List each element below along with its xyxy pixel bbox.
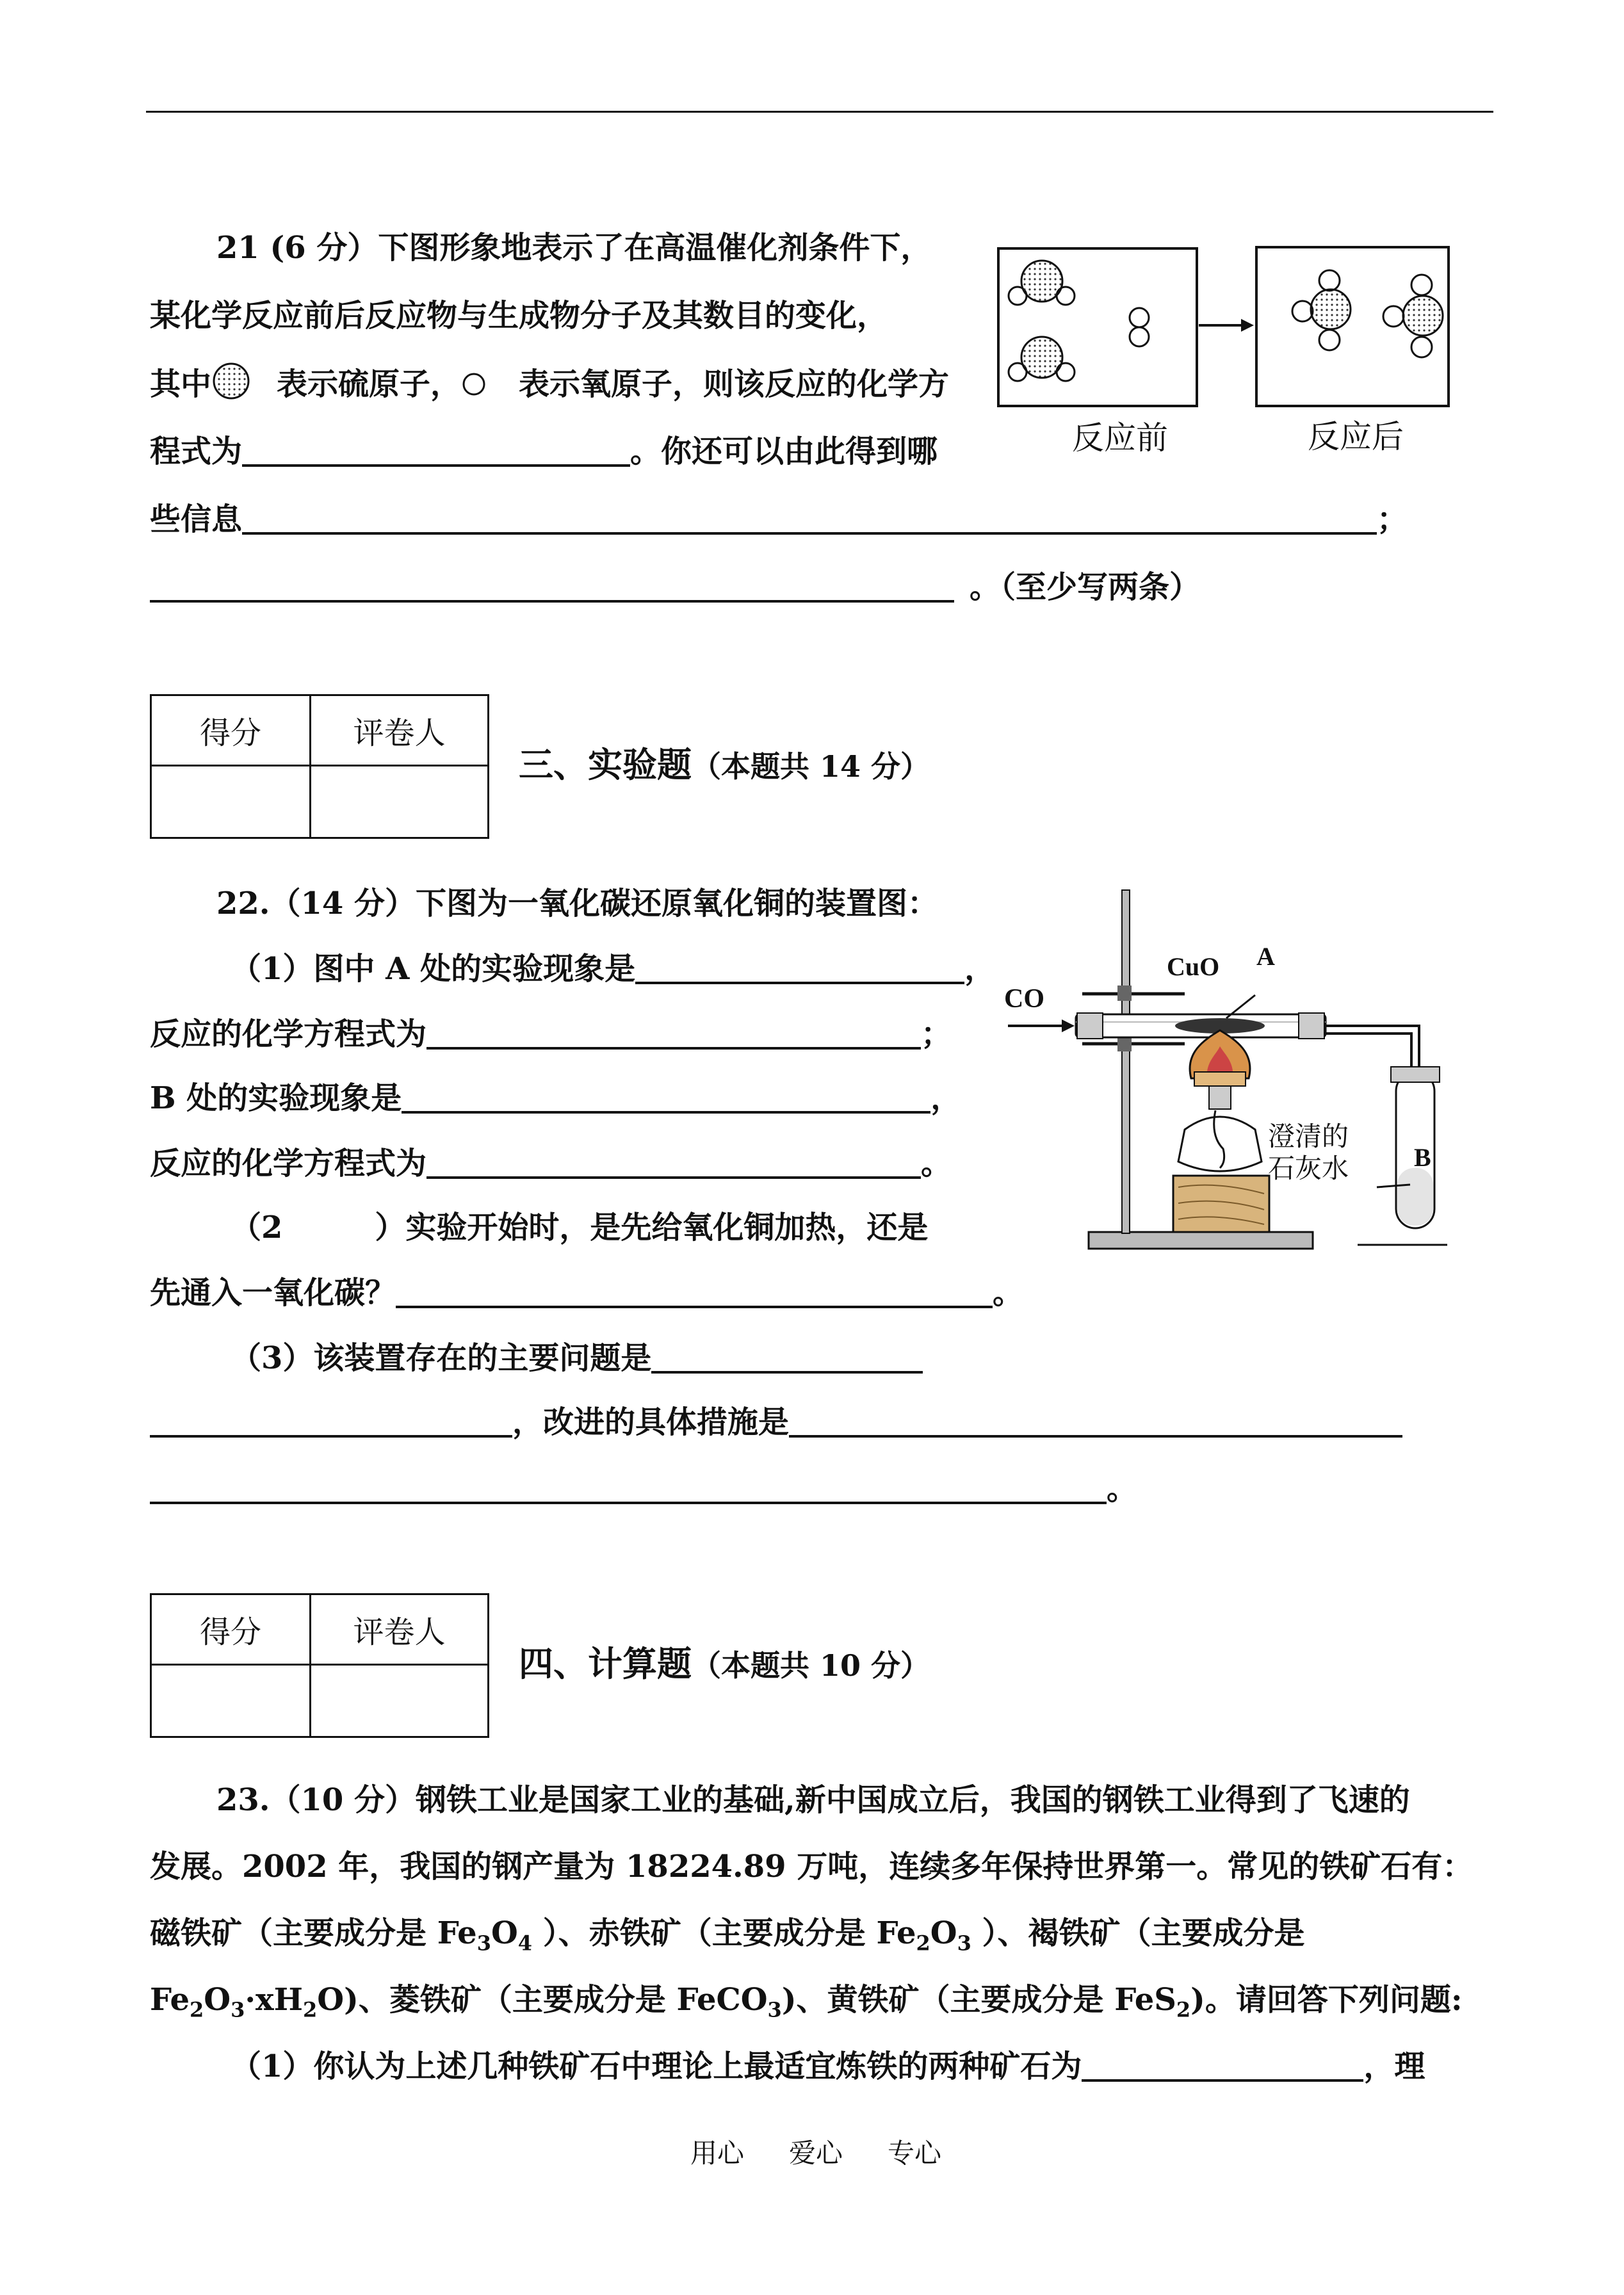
q23-line2: 发展。2002 年，我国的钢产量为 18224.89 万吨，连续多年保持世界第一。常见的铁矿石有：: [150, 1849, 1474, 1885]
q22-order-blank[interactable]: [396, 1274, 993, 1308]
score-header: 得分: [151, 1594, 311, 1665]
q22-line5: 反应的化学方程式为 。: [150, 1146, 952, 1181]
q22-b-equation-blank[interactable]: [426, 1144, 921, 1179]
q22-line2: （1）图中 A 处的实验现象是 ，: [231, 951, 996, 987]
co-reduction-apparatus-diagram: [999, 886, 1460, 1264]
q22-line9: ，改进的具体措施是: [150, 1400, 1402, 1445]
label-b: B: [1414, 1143, 1431, 1172]
q22-line1: 22.（14 分）下图为一氧化碳还原氧化铜的装置图：: [216, 886, 939, 921]
q21-line4: 程式为 。你还可以由此得到哪: [150, 434, 938, 469]
section4-heading: 四、计算题（本题共 10 分）: [519, 1643, 930, 1684]
q21-info-blank-2[interactable]: [150, 568, 954, 603]
q21-line5: 些信息 ；: [150, 501, 1408, 537]
q22-line4: B 处的实验现象是 ，: [150, 1080, 962, 1116]
score-cell[interactable]: [151, 1665, 311, 1737]
q23-line3: 磁铁矿（主要成分是 $Fe_3O_4$ ）、赤铁矿（主要成分是 $Fe_2O_3$ ）、褐铁矿（主要成分是: [150, 1915, 1305, 1956]
score-table-section4: [150, 1593, 489, 1738]
q22-line8: （3）该装置存在的主要问题是: [231, 1336, 923, 1381]
q22-improvement-blank[interactable]: [789, 1403, 1402, 1438]
caption-after: 反应后: [1308, 418, 1404, 455]
header-rule: [146, 111, 1493, 113]
section3-heading: 三、实验题（本题共 14 分）: [519, 744, 930, 785]
q22-problem-blank[interactable]: [651, 1339, 923, 1374]
q21-line2: 某化学反应前后反应物与生成物分子及其数目的变化，: [150, 298, 888, 334]
q23-ore-blank[interactable]: [1082, 2047, 1363, 2082]
q21-line3: 其中 表示硫原子， 表示氧原子，则该反应的化学方: [150, 361, 949, 407]
q22-a-phenomenon-blank[interactable]: [635, 950, 964, 984]
oxygen-atom-icon: [461, 371, 487, 397]
score-table-section3: [150, 694, 489, 839]
footer-motto: 用心 爱心 专心: [690, 2137, 942, 2169]
caption-before: 反应前: [1072, 419, 1168, 457]
q22-a-equation-blank[interactable]: [426, 1015, 921, 1050]
q23-line4: $Fe_2O_3\cdot xH_2O$)、菱铁矿（主要成分是 FeCO$_3$)、黄铁矿（主要成分是 FeS$_2$)。请回答下列问题:: [150, 1982, 1463, 2022]
reaction-molecule-diagram: [996, 241, 1458, 414]
q22-improvement-blank-cont[interactable]: [150, 1470, 1107, 1504]
q21-equation-blank[interactable]: [242, 432, 630, 467]
sulfur-atom-icon: [211, 361, 251, 401]
grader-header: 评卷人: [311, 1594, 489, 1665]
q21-info-blank-1[interactable]: [242, 500, 1377, 535]
q22-b-phenomenon-blank[interactable]: [402, 1079, 930, 1114]
grader-cell[interactable]: [311, 1665, 489, 1737]
q21-line1: 21 (6 分）下图形象地表示了在高温催化剂条件下，: [216, 230, 932, 266]
grader-header: 评卷人: [311, 695, 489, 766]
q22-line6: （2 ）实验开始时，是先给氧化铜加热，还是: [231, 1210, 929, 1245]
q22-line3: 反应的化学方程式为 ；: [150, 1016, 952, 1052]
score-header: 得分: [151, 695, 311, 766]
q22-line7: 先通入一氧化碳？ 。: [150, 1275, 1024, 1311]
label-limewater: 澄清的 石灰水: [1268, 1121, 1349, 1184]
q22-line10: 。: [150, 1466, 1137, 1511]
label-a: A: [1256, 942, 1275, 971]
q23-line5: （1）你认为上述几种铁矿石中理论上最适宜炼铁的两种矿石为 ，理: [231, 2048, 1425, 2084]
score-cell[interactable]: [151, 766, 311, 838]
q23-line1: 23.（10 分）钢铁工业是国家工业的基础,新中国成立后，我国的钢铁工业得到了飞速的: [216, 1782, 1410, 1818]
label-cuo: CuO: [1167, 952, 1220, 981]
grader-cell[interactable]: [311, 766, 489, 838]
label-co: CO: [1004, 984, 1044, 1014]
q21-line6: 。（至少写两条）: [150, 565, 1200, 610]
q22-problem-blank-cont[interactable]: [150, 1403, 512, 1438]
